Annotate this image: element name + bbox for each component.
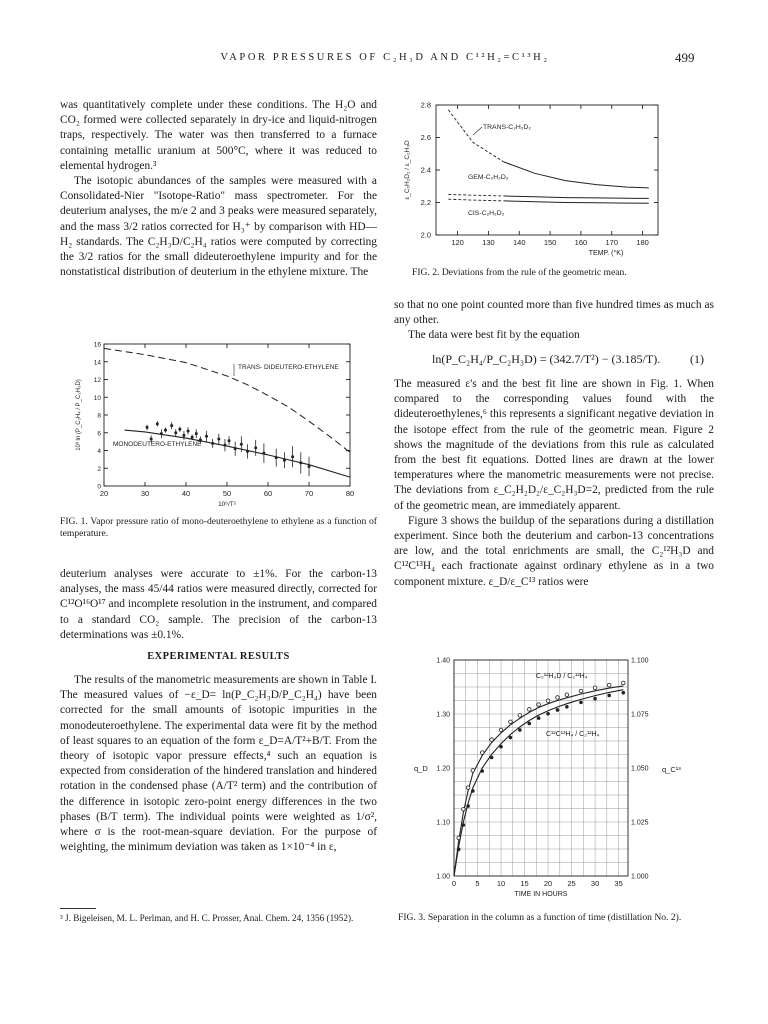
- y-tick-label: 1.20: [436, 765, 450, 773]
- filled-point: [509, 736, 513, 740]
- filled-point: [471, 789, 475, 793]
- x-tick-label: 50: [222, 489, 232, 498]
- x-axis-label: TIME IN HOURS: [514, 891, 568, 898]
- y2-tick-label: 1.050: [631, 765, 649, 773]
- x-tick-label: 150: [543, 238, 557, 247]
- curve-label-deuterium: C₂¹²H₃D / C₂¹²H₄: [536, 673, 588, 680]
- fig3-plot: [414, 658, 681, 899]
- filled-point: [457, 848, 461, 852]
- data-point: [275, 456, 278, 459]
- cis-line-dotted: [448, 199, 504, 201]
- page-number: 499: [675, 50, 695, 65]
- fig1-chart: [60, 338, 378, 510]
- y-tick-label: 16: [93, 341, 101, 349]
- section-heading: EXPERIMENTAL RESULTS: [147, 651, 290, 662]
- series-label-cis: CIS-C₂H₂D₂: [468, 210, 505, 217]
- y-tick-label: 2.8: [420, 100, 431, 110]
- data-point: [164, 429, 167, 432]
- open-point: [546, 699, 550, 703]
- series-label-trans: TRANS-C₂H₂D₂: [483, 124, 531, 131]
- paragraph: The isotopic abundances of the samples were measured with a Consolidated-Nier "Isotope-Ratio" mass spectrometer. For the deuterium analyses, the m/e 2 and 3 peaks were measured separately, and the mass 3/2 ratios corrected for H₃⁺ by comparison with HD—H₂ standards. The C₂H₃D/C₂H₄ ratios were computed by correcting the 3/2 ratios for the small dideuteroethylene impurity and for the nonstatistical distribution of deuterium in the ethylene mixture. The: [60, 175, 377, 279]
- open-point: [565, 693, 569, 697]
- x-tick-label: 35: [614, 879, 623, 888]
- y-tick-label: 1.30: [436, 711, 450, 719]
- paragraph: deuterium analyses were accurate to ±1%. For the carbon-13 analyses, the mass 45/44 ratios were measured directly, corrected for C¹²O¹⁶O¹⁷ and incomplete resolution in the instrument, and compared to a standard CO₂ sample. The precision of the carbon-13 determinations was ±0.1%.: [60, 568, 377, 641]
- trans-line-dotted: [448, 110, 504, 162]
- y-tick-label: 2.2: [420, 198, 431, 207]
- y2-tick-label: 1.025: [631, 819, 649, 827]
- x-tick-label: 30: [140, 489, 150, 498]
- x-tick-label: 140: [512, 238, 526, 247]
- fig2-chart: [396, 95, 706, 273]
- fig2-caption: FIG. 2. Deviations from the rule of the geometric mean.: [412, 267, 627, 278]
- paragraph: The measured ε's and the best fit line are shown in Fig. 1. When compared to the corresponding values found with the dideuteroethylenes,⁶ this represents a significant negative deviation in the isotope effect from the rule of the geometric mean. Figure 2 shows the magnitude of the deviations from this rule as calculated from the best fit equations. Dotted lines are drawn at the lower temperatures where the manometric measurements were not precise. The deviations from ε_C₂H₂D₂/ε_C₂H₃D=2, predicted from the rule of the geometric mean, are immediately apparent.: [394, 378, 714, 512]
- data-point: [150, 437, 153, 440]
- fig1-caption: FIG. 1. Vapor pressure ratio of mono-deuteroethylene to ethylene as a function of temperature.: [60, 516, 377, 539]
- open-point: [509, 720, 513, 724]
- data-point: [205, 435, 208, 438]
- fig3-chart: [396, 648, 714, 910]
- data-point: [170, 424, 173, 427]
- filled-point: [518, 728, 522, 732]
- annotation-mono: MONODEUTERO-ETHYLENE: [113, 441, 202, 448]
- open-point: [621, 681, 625, 685]
- y-tick-label: 8: [97, 412, 101, 420]
- open-point: [480, 751, 484, 755]
- right-column-mid: [394, 377, 714, 590]
- fig2-plot: [404, 101, 658, 258]
- filled-point: [490, 756, 494, 760]
- section-heading-wrap: [60, 651, 377, 662]
- data-point: [262, 452, 265, 455]
- data-point: [223, 444, 226, 447]
- data-point: [254, 446, 257, 449]
- x-tick-label: 20: [543, 879, 553, 888]
- y-tick-label: 12: [93, 377, 101, 384]
- curve-label-c13: C¹²C¹³H₄ / C₂¹²H₄: [546, 731, 600, 738]
- paragraph: The results of the manometric measurements are shown in Table I. The measured values of −ε_D= ln(P_C₂H₃D/P_C₂H₄) have been corrected for the small amounts of isotopic impurities in the monodeuteroethylene. The experimental data were fit by the method of least squares to an equation of the form ε_D=A/T²+B/T. From the theory of isotopic vapor pressure effects,⁴ such an equation is expected from consideration of the hindered translation and hindered rotation in the condensed phase (A/T² term) and the contribution of the difference in isotopic zero-point energy differences in the two phases (B/T term). The individual points were weighted as 1/σ², where σ is the root-mean-square deviation. For the purpose of weighting, the minimum deviation was taken as 1×10⁻⁴ in ε,: [60, 674, 377, 854]
- x-tick-label: 120: [451, 238, 464, 247]
- fig3-caption: FIG. 3. Separation in the column as a function of time (distillation No. 2).: [398, 912, 682, 923]
- data-point: [178, 428, 181, 431]
- filled-point: [621, 691, 625, 695]
- y-tick-label: 10: [93, 394, 101, 402]
- y-tick-label: 2: [97, 465, 101, 473]
- x-tick-label: 25: [567, 879, 576, 888]
- open-point: [537, 703, 541, 707]
- annotation-trans: TRANS- DIDEUTERO-ETHYLENE: [238, 364, 339, 371]
- open-point: [471, 769, 475, 773]
- y-tick-label: 2.6: [420, 133, 431, 142]
- x-tick-label: 40: [181, 489, 191, 498]
- x-tick-label: 20: [99, 489, 109, 498]
- data-point: [160, 432, 163, 435]
- footnote-rule: [60, 908, 96, 909]
- data-point: [291, 455, 294, 458]
- filled-point: [556, 708, 560, 712]
- x-tick-label: 180: [636, 238, 649, 247]
- deuterium-curve: [454, 686, 623, 876]
- open-point: [490, 738, 494, 742]
- y-tick-label: 6: [97, 430, 101, 438]
- left-column-top: [60, 98, 377, 280]
- open-point: [466, 786, 470, 790]
- data-point: [234, 447, 237, 450]
- y-tick-label: 4: [97, 448, 101, 455]
- filled-point: [527, 722, 531, 726]
- y-tick-label: 1.10: [436, 819, 450, 827]
- y-axis-label: q_D: [414, 764, 428, 773]
- y-axis-label: 10³ ln (P_C₂H₄ / P_C₂H₃D): [76, 379, 82, 451]
- filled-point: [593, 697, 597, 701]
- y2-axis-label: q_C¹³: [662, 765, 681, 774]
- fig1-plot: [76, 342, 354, 509]
- x-tick-label: 70: [304, 489, 314, 498]
- x-tick-label: 170: [605, 238, 619, 247]
- y-tick-label: 0: [97, 483, 101, 491]
- y-axis-label: ε_C₂H₂D₂ / ε_C₂H₃D: [404, 140, 411, 200]
- filled-point: [579, 701, 583, 705]
- open-point: [579, 689, 583, 693]
- x-axis-label: TEMP. (°K): [588, 250, 624, 257]
- right-column-top: [394, 298, 714, 344]
- open-point: [462, 807, 466, 811]
- data-point: [240, 443, 243, 446]
- data-point: [246, 450, 249, 453]
- y2-tick-label: 1.000: [631, 873, 649, 881]
- data-point: [174, 431, 177, 434]
- y-tick-label: 1.00: [436, 873, 450, 881]
- monodeutero-fit-line: [125, 430, 351, 477]
- y2-tick-label: 1.100: [631, 657, 649, 665]
- paragraph: The data were best fit by the equation: [408, 329, 580, 342]
- y-tick-label: 14: [93, 359, 101, 367]
- gem-line: [504, 196, 649, 198]
- data-point: [299, 461, 302, 464]
- data-point: [182, 434, 185, 437]
- equation-number: (1): [690, 352, 704, 366]
- left-column-mid: [60, 567, 377, 643]
- x-tick-label: 0: [451, 879, 457, 888]
- open-point: [556, 696, 560, 700]
- filled-point: [462, 823, 466, 827]
- open-point: [499, 728, 503, 732]
- y-tick-label: 2.0: [420, 230, 431, 240]
- x-tick-label: 60: [263, 489, 273, 498]
- data-point: [211, 442, 214, 445]
- paragraph: so that no one point counted more than five hundred times as much as any other.: [394, 299, 714, 327]
- data-point: [308, 465, 311, 468]
- data-point: [195, 432, 198, 435]
- x-tick-label: 130: [482, 238, 495, 247]
- series-label-gem: GEM-C₂H₂D₂: [468, 174, 509, 181]
- running-title: VAPOR PRESSURES OF C₂H₃D AND C¹²H₂=C¹³H₂: [220, 52, 550, 63]
- equation-1: ln(P_C₂H₄/P_C₂H₃D) = (342.7/T²) − (3.185/T).: [432, 352, 661, 366]
- open-point: [518, 714, 522, 718]
- data-point: [146, 426, 149, 429]
- x-tick-label: 5: [475, 879, 480, 888]
- filled-point: [466, 804, 470, 808]
- x-tick-label: 160: [574, 238, 588, 247]
- open-point: [607, 683, 611, 687]
- data-point: [217, 437, 220, 440]
- filled-point: [607, 694, 611, 698]
- open-point: [593, 686, 597, 690]
- data-point: [191, 436, 194, 439]
- data-point: [156, 422, 159, 425]
- open-point: [527, 708, 531, 712]
- x-tick-label: 10: [496, 879, 506, 888]
- cis-line: [504, 201, 649, 203]
- footnote: ³ J. Bigeleisen, M. L. Perlman, and H. C. Prosser, Anal. Chem. 24, 1356 (1952).: [60, 913, 354, 923]
- y-tick-label: 1.40: [436, 657, 450, 665]
- data-point: [283, 459, 286, 462]
- filled-point: [546, 712, 550, 716]
- y2-tick-label: 1.075: [631, 711, 649, 719]
- label-leader: [473, 127, 482, 135]
- x-axis-label: 10⁶/T²: [218, 501, 236, 508]
- data-point: [187, 429, 190, 432]
- filled-point: [565, 705, 569, 709]
- x-tick-label: 15: [520, 879, 529, 888]
- paragraph: was quantitatively complete under these conditions. The H₂O and CO₂ formed were collected separately in dry-ice and liquid-nitrogen traps, respectively. The water was then transferred to a furnace containing metallic uranium at 500°C, where it was reduced to elemental hydrogen.³: [60, 99, 377, 172]
- data-point: [228, 439, 231, 442]
- filled-point: [480, 769, 484, 773]
- filled-point: [537, 716, 541, 720]
- x-tick-label: 30: [590, 879, 600, 888]
- left-column-bottom: [60, 673, 377, 855]
- gem-line-dotted: [448, 194, 504, 196]
- trans-line: [504, 162, 649, 188]
- y-tick-label: 2.4: [420, 165, 431, 175]
- x-tick-label: 80: [345, 489, 355, 498]
- paragraph: Figure 3 shows the buildup of the separations during a distillation experiment. Since both the deuterium and carbon-13 concentrations are low, and the total enrichments are small, the C₂¹²H₃D and C¹²C¹³H₄ each fractionate against ordinary ethylene as in a two component mixture. ε_D/ε_C¹³ ratios were: [394, 514, 714, 588]
- filled-point: [499, 745, 503, 749]
